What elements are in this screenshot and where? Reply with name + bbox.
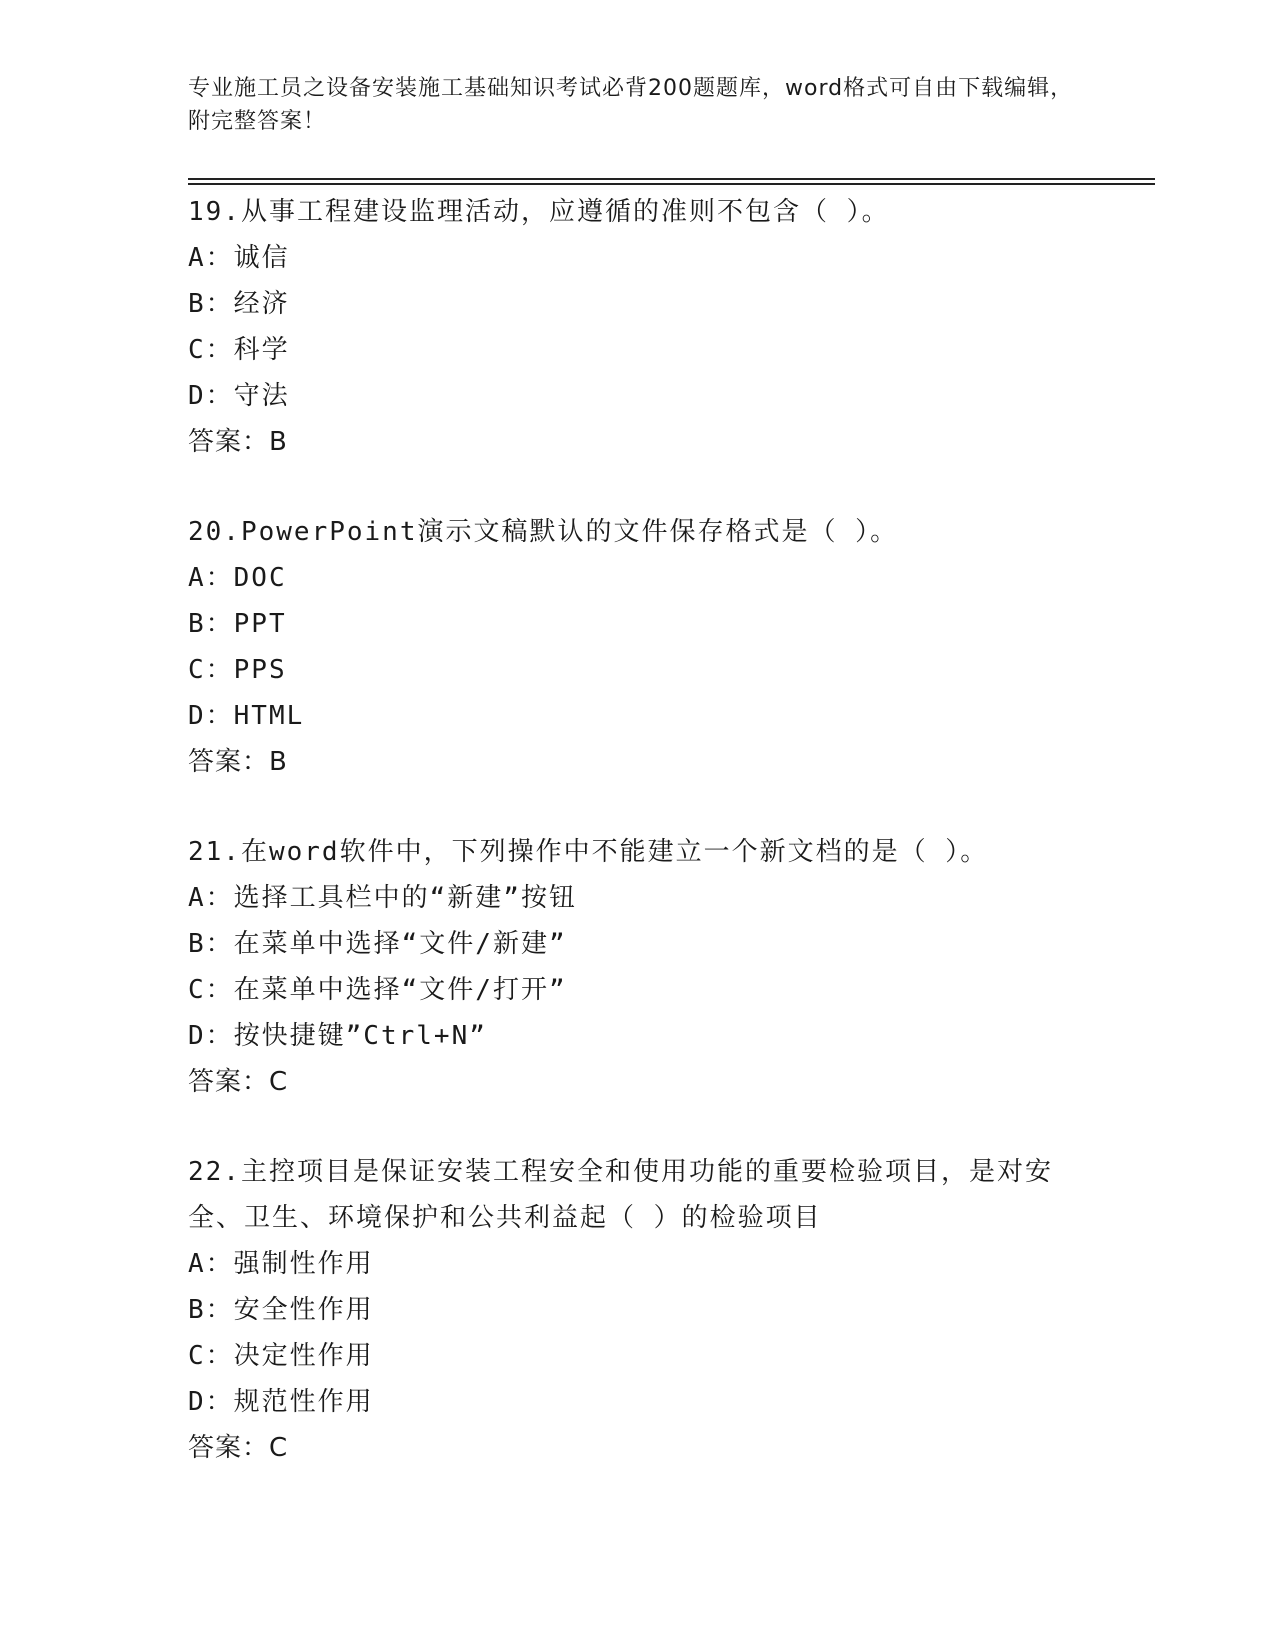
option-d: D：守法	[188, 381, 290, 411]
option-b: B：经济	[188, 289, 290, 319]
option-a: A：DOC	[188, 563, 287, 593]
question-stem: 22.主控项目是保证安装工程安全和使用功能的重要检验项目，是对安全、卫生、环境保护和公共利益起（ ）的检验项目	[188, 1157, 1053, 1233]
document-header: 专业施工员之设备安装施工基础知识考试必背200题题库，word格式可自由下载编辑，附完整答案！	[188, 76, 1074, 134]
question-21	[188, 829, 1088, 1105]
option-c: C：在菜单中选择“文件/打开”	[188, 975, 567, 1005]
option-a: A：诚信	[188, 243, 290, 273]
question-20	[188, 509, 1088, 785]
header-divider-bottom	[188, 183, 1155, 185]
option-b: B：安全性作用	[188, 1295, 374, 1325]
option-a: A：选择工具栏中的“新建”按钮	[188, 883, 577, 913]
option-d: D：HTML	[188, 701, 305, 731]
option-d: D：按快捷键”Ctrl+N”	[188, 1021, 487, 1051]
option-a: A：强制性作用	[188, 1249, 374, 1279]
option-d: D：规范性作用	[188, 1387, 374, 1417]
question-19	[188, 189, 1088, 465]
option-c: C：PPS	[188, 655, 287, 685]
question-22	[188, 1149, 1088, 1471]
question-stem: 21.在word软件中，下列操作中不能建立一个新文档的是（ ）。	[188, 837, 989, 867]
option-b: B：PPT	[188, 609, 287, 639]
option-b: B：在菜单中选择“文件/新建”	[188, 929, 567, 959]
answer: 答案：B	[188, 427, 288, 457]
question-stem: 19.从事工程建设监理活动，应遵循的准则不包含（ ）。	[188, 197, 890, 227]
question-stem: 20.PowerPoint演示文稿默认的文件保存格式是（ ）。	[188, 517, 899, 547]
header-divider-top	[188, 178, 1155, 180]
answer: 答案：C	[188, 1433, 289, 1463]
option-c: C：科学	[188, 335, 290, 365]
answer: 答案：C	[188, 1067, 289, 1097]
option-c: C：决定性作用	[188, 1341, 374, 1371]
answer: 答案：B	[188, 747, 288, 777]
